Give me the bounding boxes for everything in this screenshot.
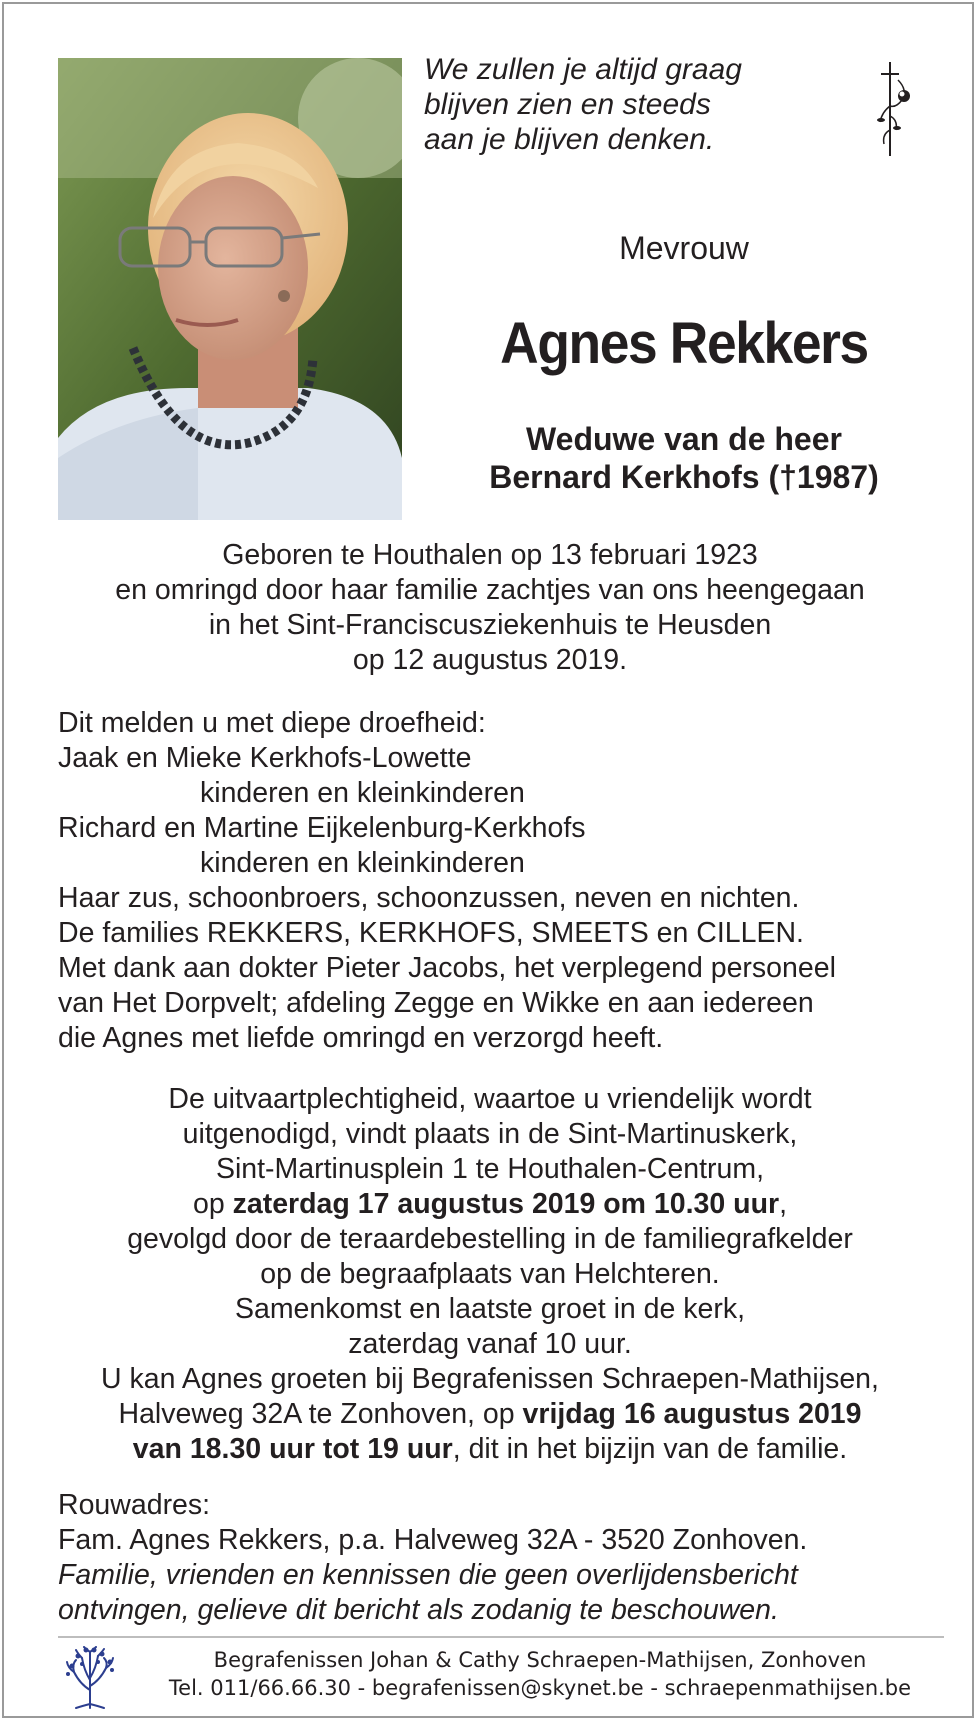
widow-line: Bernard Kerkhofs (†1987)	[489, 459, 879, 495]
funeral-date-suffix: ,	[779, 1188, 787, 1220]
thanks-line: Met dank aan dokter Pieter Jacobs, het verplegend personeel	[58, 952, 836, 984]
funeral-line: Samenkomst en laatste groet in de kerk,	[234, 1293, 746, 1325]
birth-line: in het Sint-Franciscusziekenhuis te Heusden	[208, 609, 772, 641]
widow-line: Weduwe van de heer	[526, 421, 842, 457]
portrait-photo	[58, 58, 402, 520]
visitation-prefix: Halveweg 32A te Zonhoven, op	[118, 1398, 523, 1430]
funeral-home-contact: Tel. 011/66.66.30 - begrafenissen@skynet.be - schraepenmathijsen.be	[168, 1676, 912, 1700]
tree-logo-icon	[64, 1646, 116, 1710]
mourning-address	[58, 1488, 807, 1628]
funeral-home-footer	[120, 1646, 960, 1702]
visitation-time: van 18.30 uur tot 19 uur	[132, 1433, 453, 1465]
cross-rose-icon	[868, 60, 920, 160]
funeral-details	[40, 1082, 940, 1467]
visitation-line	[40, 1397, 940, 1432]
address-label: Rouwadres:	[58, 1489, 211, 1521]
funeral-line: uitgenodigd, vindt plaats in de Sint-Martinuskerk,	[182, 1118, 798, 1150]
family-names: De families REKKERS, KERKHOFS, SMEETS en CILLEN.	[58, 917, 804, 949]
family-couple-2: Richard en Martine Eijkelenburg-Kerkhofs	[58, 812, 586, 844]
funeral-line: U kan Agnes groeten bij Begrafenissen Schraepen-Mathijsen,	[101, 1363, 879, 1395]
funeral-line: Sint-Martinusplein 1 te Houthalen-Centrum,	[215, 1153, 765, 1185]
birth-line: Geboren te Houthalen op 13 februari 1923	[222, 539, 758, 571]
birth-line: op 12 augustus 2019.	[352, 644, 628, 676]
family-couple-1: Jaak en Mieke Kerkhofs-Lowette	[58, 742, 472, 774]
poem-line: blijven zien en steeds	[424, 88, 711, 121]
widow-of	[434, 420, 934, 496]
funeral-line: gevolgd door de teraardebestelling in de familiegrafkelder	[127, 1223, 853, 1255]
visitation-date: vrijdag 16 augustus 2019	[522, 1398, 862, 1430]
address-note: Familie, vrienden en kennissen die geen overlijdensbericht	[58, 1559, 798, 1591]
birth-line: en omringd door haar familie zachtjes van ons heengegaan	[115, 574, 865, 606]
funeral-home-name: Begrafenissen Johan & Cathy Schraepen-Mathijsen, Zonhoven	[213, 1648, 867, 1672]
visitation-time-line	[40, 1432, 940, 1467]
family-announcement	[58, 706, 836, 1056]
address-note: ontvingen, gelieve dit bericht als zodanig te beschouwen.	[58, 1594, 779, 1626]
address-line: Fam. Agnes Rekkers, p.a. Halveweg 32A - 3520 Zonhoven.	[58, 1524, 808, 1556]
poem-line: aan je blijven denken.	[424, 123, 715, 156]
birth-death-paragraph	[40, 538, 940, 678]
family-children-1: kinderen en kleinkinderen	[200, 777, 525, 809]
footer-divider	[58, 1636, 944, 1638]
thanks-line: die Agnes met liefde omringd en verzorgd heeft.	[58, 1022, 664, 1054]
funeral-date-line	[40, 1187, 940, 1222]
thanks-line: van Het Dorpvelt; afdeling Zegge en Wikke en aan iedereen	[58, 987, 814, 1019]
funeral-line: zaterdag vanaf 10 uur.	[348, 1328, 632, 1360]
poem-line: We zullen je altijd graag	[424, 53, 742, 86]
deceased-name: Agnes Rekkers	[500, 311, 868, 376]
funeral-line: De uitvaartplechtigheid, waartoe u vriendelijk wordt	[168, 1083, 812, 1115]
funeral-date: zaterdag 17 augustus 2019 om 10.30 uur	[232, 1188, 780, 1220]
poem	[424, 52, 742, 157]
family-others: Haar zus, schoonbroers, schoonzussen, neven en nichten.	[58, 882, 800, 914]
salutation: Mevrouw	[619, 230, 749, 266]
family-intro: Dit melden u met diepe droefheid:	[58, 707, 486, 739]
funeral-line: op de begraafplaats van Helchteren.	[260, 1258, 720, 1290]
family-children-2: kinderen en kleinkinderen	[200, 847, 525, 879]
funeral-date-prefix: op	[192, 1188, 233, 1220]
visitation-suffix: , dit in het bijzijn van de familie.	[452, 1433, 848, 1465]
